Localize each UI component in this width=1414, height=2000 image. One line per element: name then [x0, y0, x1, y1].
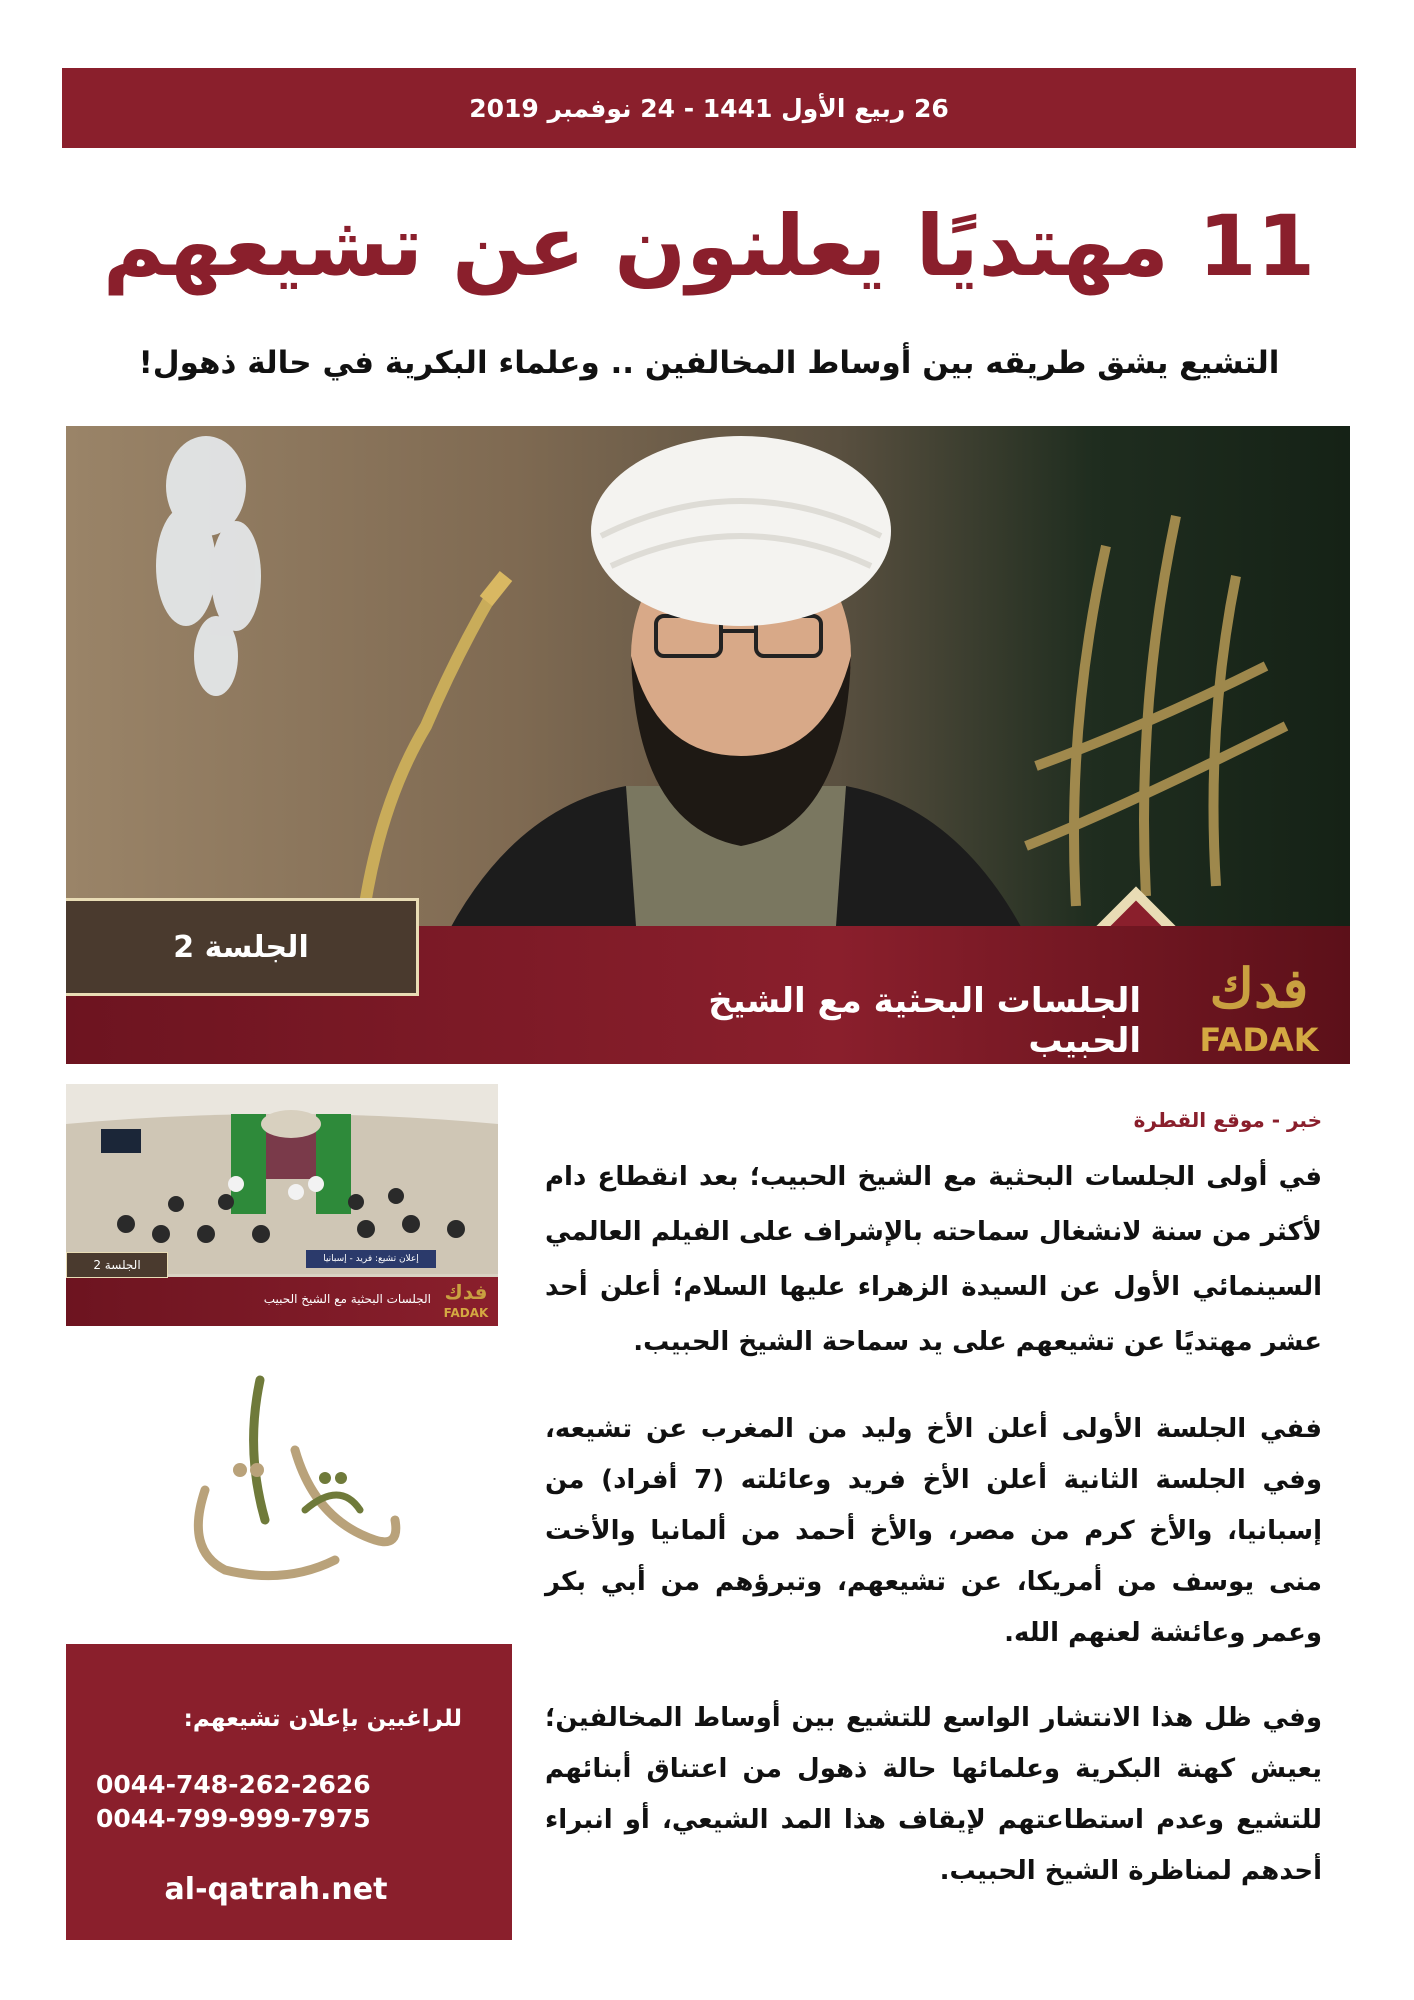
contact-title: للراغبين بإعلان تشيعهم: [183, 1706, 462, 1732]
article-source: خبر - موقع القطرة [1133, 1108, 1322, 1132]
hero-channel-logo-english: FADAK [1199, 1021, 1319, 1059]
subheadline: التشيع يشق طريقه بين أوساط المخالفين .. وعلماء البكرية في حالة ذهول! [138, 345, 1280, 381]
contact-box [66, 1644, 512, 1940]
hero-channel-logo-arabic: فدك [1209, 956, 1309, 1020]
article-paragraph-1: في أولى الجلسات البحثية مع الشيخ الحبيب؛ بعد انقطاع دام لأكثر من سنة لانشغال سماحته بالإشراف على الفيلم العالمي السينمائي الأول عن السيدة الزهراء عليها السلام؛ أعلن أحد عشر مهتديًا عن تشيعهم على يد سماحة الشيخ الحبيب. [545, 1162, 1322, 1357]
contact-phone-2[interactable]: 0044-799-999-7975 [96, 1804, 371, 1833]
session-photo-channel-arabic: فدك [444, 1280, 488, 1304]
contact-website-link[interactable]: al-qatrah.net [164, 1872, 388, 1907]
hero-image [66, 426, 1350, 1064]
hero-series-title: الجلسات البحثية مع الشيخ الحبيب [708, 981, 1141, 1061]
session-photo-ticker: إعلان تشيع: فريد - إسبانيا [306, 1250, 436, 1268]
session-photo-session-label: الجلسة 2 [66, 1252, 168, 1278]
date-line: 26 ربيع الأول 1441 - 24 نوفمبر 2019 [469, 93, 949, 123]
article-paragraph-2: ففي الجلسة الأولى أعلن الأخ وليد من المغرب عن تشيعه، وفي الجلسة الثانية أعلن الأخ فريد وعائلته (7 أفراد) من إسبانيا، والأخ كرم من مصر، والأخ أحمد من ألمانيا والأخت منى يوسف من أمريكا، عن تشيعهم، وتبرؤهم من أبي بكر وعمر وعائشة لعنهم الله. [545, 1414, 1322, 1648]
session-photo-channel-english: FADAK [443, 1306, 489, 1320]
date-bar [62, 68, 1356, 148]
qatrah-logo-calligraphy [165, 1370, 410, 1600]
headline: 11 مهتديًا يعلنون عن تشيعهم [102, 197, 1316, 295]
article-paragraph-3: وفي ظل هذا الانتشار الواسع للتشيع بين أوساط المخالفين؛ يعيش كهنة البكرية وعلمائها حالة ذهول من اعتناق أبنائهم للتشيع وعدم استطاعتهم لإيقاف هذا المد الشيعي، أو انبراء أحدهم لمناظرة الشيخ الحبيب. [545, 1703, 1322, 1886]
session-photo [66, 1084, 498, 1326]
contact-phone-1[interactable]: 0044-748-262-2626 [96, 1770, 371, 1799]
qatrah-logo [165, 1370, 410, 1600]
hero-session-label: الجلسة 2 [66, 898, 419, 996]
article-body [545, 1150, 1322, 1931]
session-photo-series-title: الجلسات البحثية مع الشيخ الحبيب [263, 1292, 431, 1306]
